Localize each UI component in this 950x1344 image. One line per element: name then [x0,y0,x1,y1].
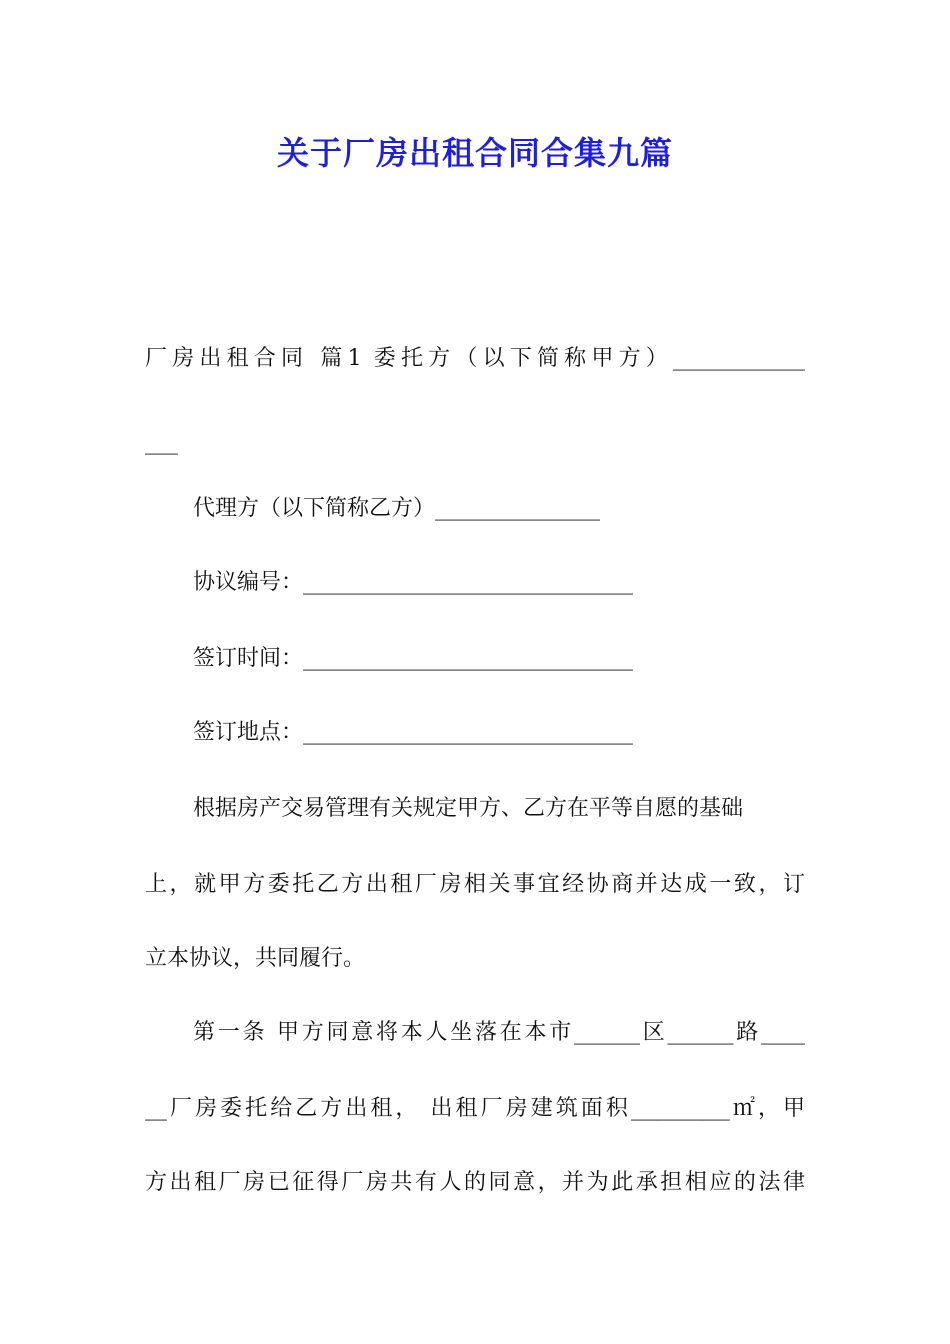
paragraph-line: 方出租厂房已征得厂房共有人的同意，并为此承担相应的法律 [145,1170,805,1195]
paragraph-line: 厂房出租合同 篇1 委托方（以下简称甲方）____________ [145,346,805,371]
paragraph-line: 签订时间：______________________________ [193,646,634,671]
paragraph-line: 根据房产交易管理有关规定甲方、乙方在平等自愿的基础 [193,796,744,821]
paragraph-line: 签订地点：______________________________ [193,720,634,745]
document-title: 关于厂房出租合同合集九篇 [276,134,673,172]
paragraph-line: 第一条 甲方同意将本人坐落在本市______区______路____ [193,1020,805,1045]
paragraph-line: 立本协议，共同履行。 [145,946,366,971]
paragraph-line: __厂房委托给乙方出租， 出租厂房建筑面积_________㎡，甲 [145,1096,805,1121]
paragraph-line: 代理方（以下简称乙方）_______________ [193,496,601,521]
paragraph-line: 上，就甲方委托乙方出租厂房相关事宜经协商并达成一致，订 [145,872,805,897]
paragraph-line: 协议编号：______________________________ [193,570,634,595]
paragraph-line: ___ [145,430,178,455]
